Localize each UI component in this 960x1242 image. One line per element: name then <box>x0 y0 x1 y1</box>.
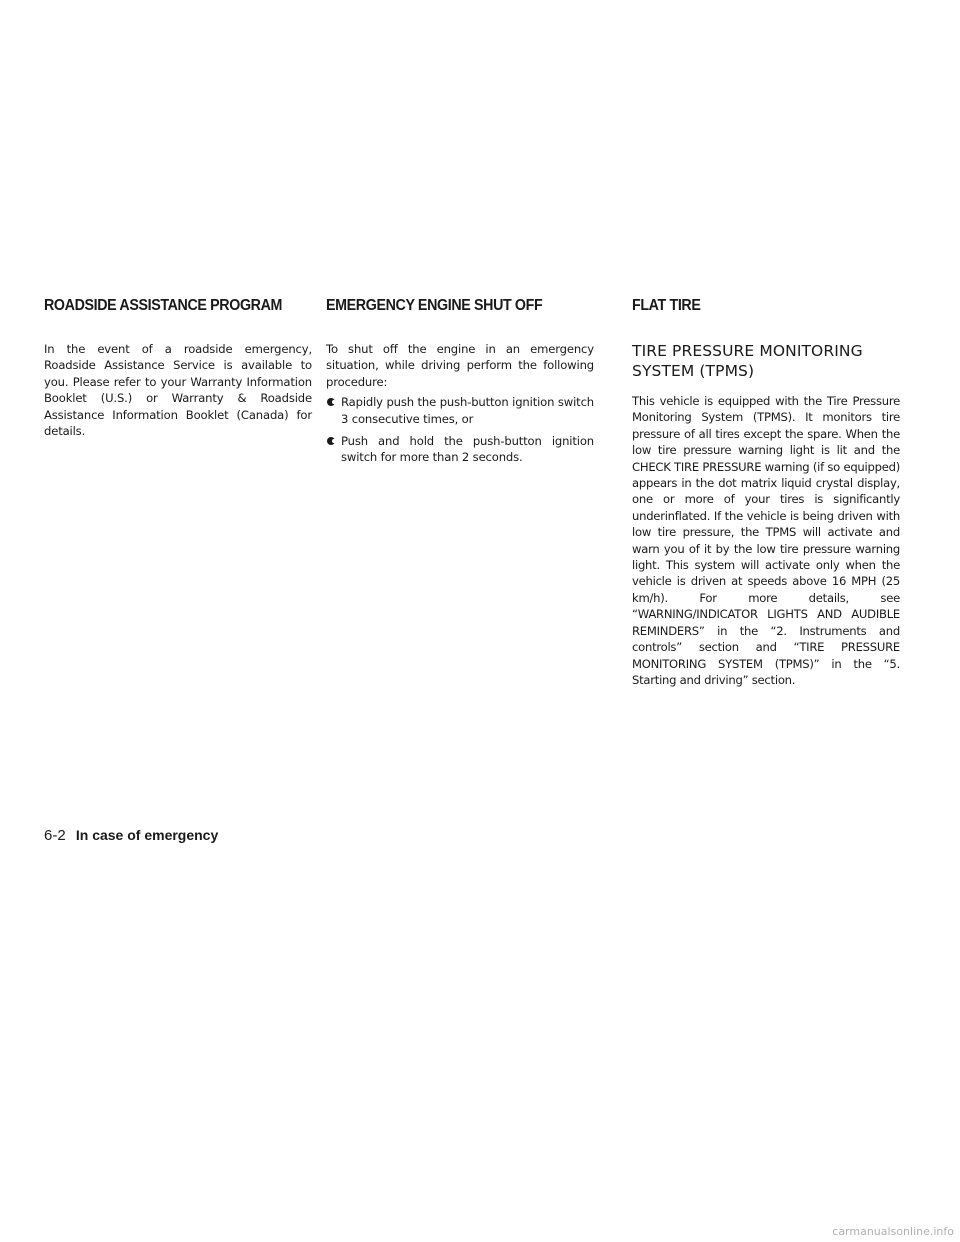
emergency-engine-shutoff-heading: EMERGENCY ENGINE SHUT OFF <box>326 297 543 314</box>
chapter-title: In case of emergency <box>75 827 219 843</box>
page-footer <box>44 825 218 846</box>
flat-tire-heading: FLAT TIRE <box>632 297 701 314</box>
list-item <box>326 433 594 466</box>
watermark: carmanualsonline.info <box>832 1225 954 1238</box>
round-bullet-icon <box>327 398 335 406</box>
tpms-subheading: TIRE PRESSURE MONITORING SYSTEM (TPMS) <box>632 342 863 380</box>
column-emergency-engine-shutoff <box>326 296 594 472</box>
list-item <box>326 394 594 427</box>
round-bullet-icon <box>327 437 335 445</box>
list-item-text: Rapidly push the push-button ignition switch 3 consecutive times, or <box>341 395 594 426</box>
page-number: 6-2 <box>44 827 66 844</box>
column-flat-tire <box>632 296 900 688</box>
list-item-text: Push and hold the push-button ignition switch for more than 2 seconds. <box>341 434 594 465</box>
tpms-body: This vehicle is equipped with the Tire Pressure Monitoring System (TPMS). It monitors tire pressure of all tires except the spare. When the low tire pressure warning light is lit and the CHECK TIRE PRESSURE warning (if so equipped) appears in the dot matrix liquid crystal display, one or more of your tires is significantly underinflated. If the vehicle is being driven with low tire pressure, the TPMS will activate and warn you of it by the low tire pressure warning light. This system will activate only when the vehicle is driven at speeds above 16 MPH (25 km/h). For more details, see “WARNING/INDICATOR LIGHTS AND AUDIBLE REMINDERS” in the “2. Instruments and controls” section and “TIRE PRESSURE MONITORING SYSTEM (TPMS)” in the “5. Starting and driving” section. <box>632 394 900 687</box>
column-roadside-assistance <box>44 296 312 439</box>
emergency-engine-shutoff-intro: To shut off the engine in an emergency situation, while driving perform the following procedure: <box>326 342 594 389</box>
roadside-assistance-body: In the event of a roadside emergency, Roadside Assistance Service is available to you. Please refer to your Warranty Information Booklet (U.S.) or Warranty & Roadside Assistance Information Booklet (Canada) for details. <box>44 342 312 439</box>
roadside-assistance-heading: ROADSIDE ASSISTANCE PROGRAM <box>44 297 283 314</box>
shutoff-procedure-list <box>326 394 594 466</box>
